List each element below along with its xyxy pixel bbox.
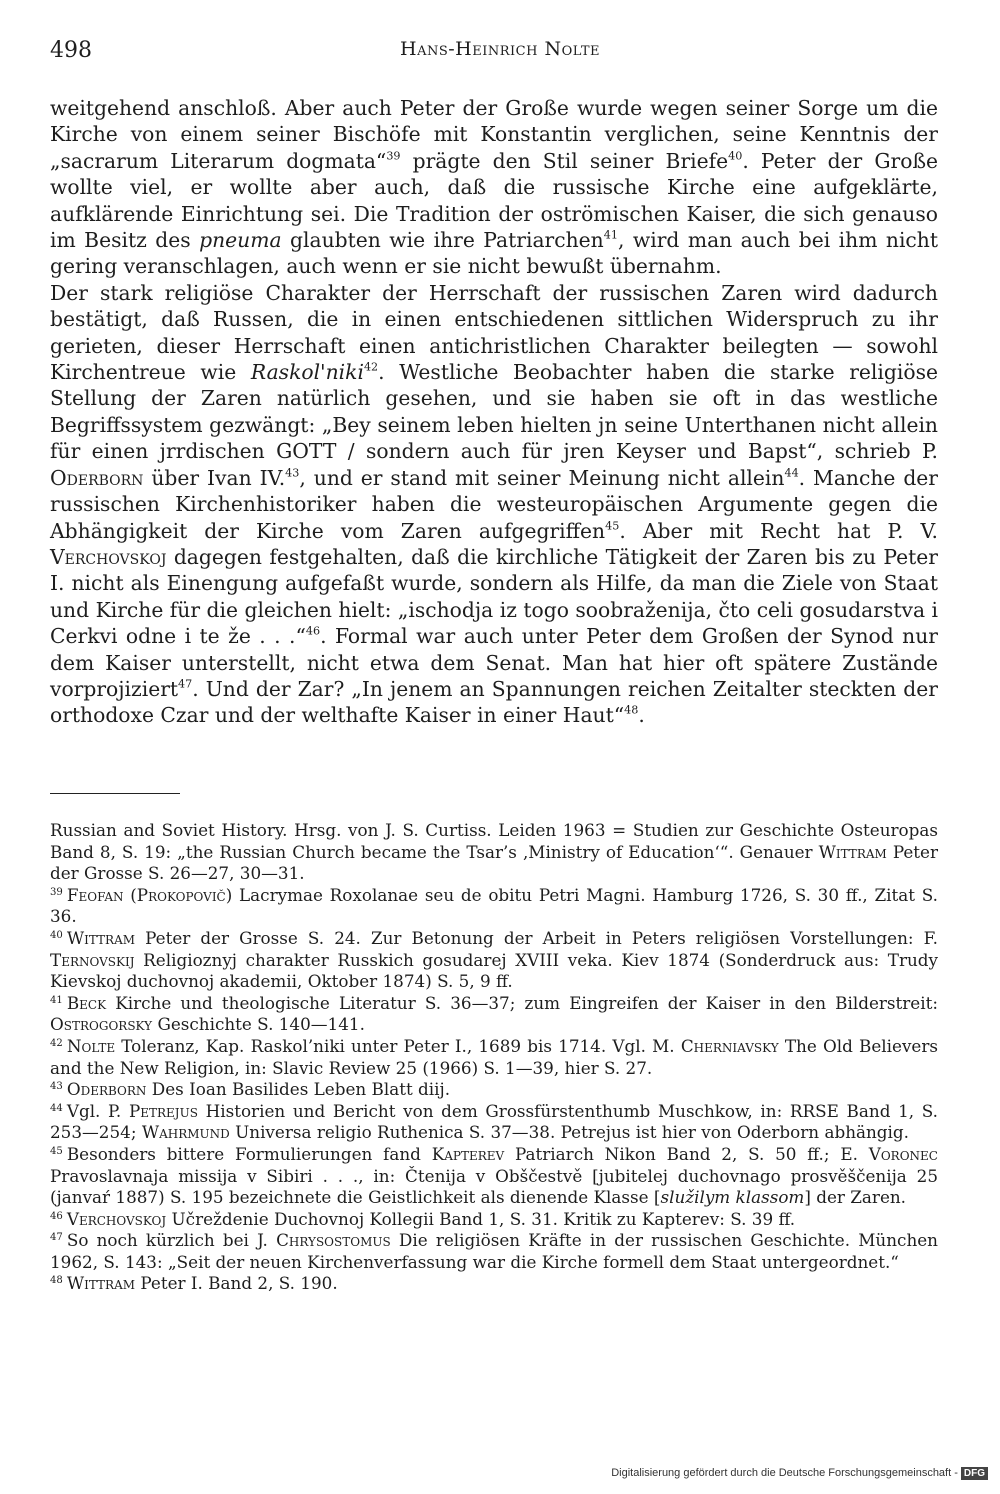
footnote-46: $^{46}$ Verchovskoj Učreždenie Duchovnoj Kollegii Band 1, S. 31. Kritik zu Kapterev: S. 39 ff. [50, 1208, 796, 1229]
footnotes [50, 820, 938, 1295]
footnote-ref-42[interactable]: 42 [363, 360, 379, 374]
footnote-ref-39[interactable]: 39 [386, 149, 401, 163]
page-number: 498 [50, 38, 92, 63]
paragraph-2: Der stark religiöse Charakter der Herrschaft der russischen Zaren wird dadurch bestätigt, daß Russen, die in einen entschiedenen sittlichen Widerspruch zu ihr gerieten, dieser Herrschaft einen antichristlichen Charakter beilegten — sowohl Kirchentreue wie Raskol'niki$^{42}$. Westliche Beobachter haben die starke religiöse Stellung der Zaren natürlich gesehen, und sie haben sie oft in das westliche Begriffssystem gezwängt: „Bey seinem leben hielten jn seine Unterthanen nicht allein für einen jrrdischen GOTT / sondern auch für jren Keyser und Bapst“, schrieb P. Oderborn über Ivan IV.$^{43}$, und er stand mit seiner Meinung nicht allein$^{44}$. Manche der russischen Kirchenhistoriker haben die westeuropäischen Argumente gegen die Abhängigkeit der Kirche vom Zaren aufgegriffen$^{45}$. Aber mit Recht hat P. V. Verchovskoj dagegen festgehalten, daß die kirchliche Tätigkeit der Zaren bis zu Peter I. nicht als Einengung aufgefaßt wurde, sondern als Hilfe, da man die Ziele von Staat und Kirche für die gleichen hielt: „ischodja iz togo soobraženija, čto celi gosudarstva i Cerkvi odne i te že . . .“$^{46}$. Formal war auch unter Peter dem Großen der Synod nur dem Kaiser unterstellt, nicht etwa dem Senat. Man hat hier oft spätere Zustände vorprojiziert$^{47}$. Und der Zar? „In jenem an Spannungen reichen Zeitalter steckten der orthodoxe Czar und der welthafte Kaiser in einer Haut“$^{48}$. [50, 280, 939, 728]
footnote-ref-41[interactable]: 41 [603, 228, 618, 242]
footnote-continuation: Russian and Soviet History. Hrsg. von J. S. Curtiss. Leiden 1963 = Studien zur Geschichte Osteuropas Band 8, S. 19: „the Russian Church became the Tsar’s ‚Ministry of Education‘“. Genauer Wittram Peter der Grosse S. 26—27, 30—31. [50, 820, 938, 884]
footnote-ref-47[interactable]: 47 [178, 677, 193, 691]
footnote-rule [50, 793, 180, 794]
footnote-40: $^{40}$ Wittram Peter der Grosse S. 24. Zur Betonung der Arbeit in Peters religiösen Vorstellungen: F. Ternovskij Religioznyj charakter Russkich gosudarej XVIII veka. Kiev 1874 (Sonderdruck aus: Trudy Kievskoj duchovnoj akademii, Oktober 1874) S. 5, 9 ff. [50, 927, 938, 992]
footnote-39: $^{39}$ Feofan (Prokopovič) Lacrymae Roxolanae seu de obitu Petri Magni. Hamburg 1726, S. 30 ff., Zitat S. 36. [50, 884, 938, 927]
footnote-ref-46[interactable]: 46 [305, 624, 321, 638]
footnote-ref-48[interactable]: 48 [624, 703, 639, 717]
dfg-logo-icon: DFG [961, 1467, 988, 1480]
footnote-ref-45[interactable]: 45 [605, 519, 620, 533]
footnote-41: $^{41}$ Beck Kirche und theologische Literatur S. 36—37; zum Eingreifen der Kaiser in den Bilderstreit: Ostrogorsky Geschichte S. 140—141. [50, 992, 938, 1035]
digitization-credit: Digitalisierung gefördert durch die Deutsche Forschungsgemeinschaft - DFG [611, 1467, 988, 1480]
footnote-47: $^{47}$ So noch kürzlich bei J. Chrysostomus Die religiösen Kräfte in der russischen Geschichte. München 1962, S. 143: „Seit der neuen Kirchenverfassung war die Kirche formell dem Staat untergeordnet.“ [50, 1230, 938, 1272]
footnote-45: $^{45}$ Besonders bittere Formulierungen fand Kapterev Patriarch Nikon Band 2, S. 50 ff.; E. Voronec Pravoslavnaja missija v Sibiri . . ., in: Čtenija v Obščestvě [jubitelej duchovnago prosvěščenija 25 (janvaŕ 1887) S. 195 bezeichnete die Geistlichkeit als dienende Klasse [služilym klassom] der Zaren. [50, 1143, 938, 1208]
footnote-ref-43[interactable]: 43 [285, 466, 300, 480]
body-text [50, 95, 938, 729]
footnote-ref-44[interactable]: 44 [784, 466, 799, 480]
paragraph-1: weitgehend anschloß. Aber auch Peter der Große wurde wegen seiner Sorge um die Kirche von einem seiner Bischöfe mit Konstantin verglichen, seine Kenntnis der „sacrarum Literarum dogmata“$^{39}$ prägte den Stil seiner Briefe$^{40}$. Peter der Große wollte viel, er wollte aber auch, daß die russische Kirche eine aufgeklärte, aufklärende Einrichtung sei. Die Tradition der oströmischen Kaiser, die sich genauso im Besitz des pneuma glaubten wie ihre Patriarchen$^{41}$, wird man auch bei ihm nicht gering veranschlagen, auch wenn er sie nicht bewußt übernahm. [50, 96, 938, 279]
footnote-44: $^{44}$ Vgl. P. Petrejus Historien und Bericht von dem Grossfürstenthumb Muschkow, in: RRSE Band 1, S. 253—254; Wahrmund Universa religio Ruthenica S. 37—38. Petrejus ist hier von Oderborn abhängig. [50, 1100, 938, 1143]
running-head-author: Hans-Heinrich Nolte [400, 38, 600, 60]
footnote-ref-40[interactable]: 40 [728, 149, 743, 163]
footnote-42: $^{42}$ Nolte Toleranz, Kap. Raskol’niki unter Peter I., 1689 bis 1714. Vgl. M. Cherniavsky The Old Believers and the New Religion, in: Slavic Review 25 (1966) S. 1—39, hier S. 27. [50, 1035, 938, 1078]
footnote-43: $^{43}$ Oderborn Des Ioan Basilides Leben Blatt diij. [50, 1079, 451, 1100]
footnote-48: $^{48}$ Wittram Peter I. Band 2, S. 190. [50, 1273, 338, 1294]
